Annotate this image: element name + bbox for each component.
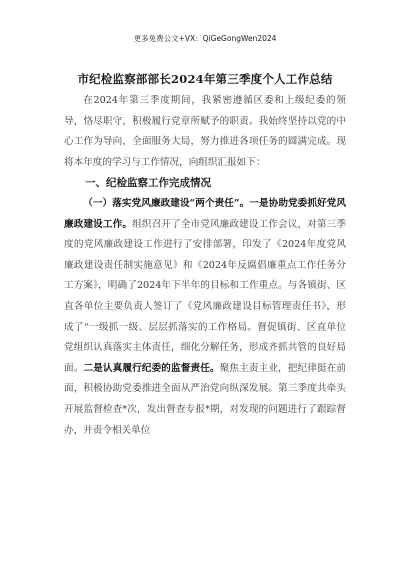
point-two-body: 聚焦主责主业，把纪律挺在前面，积极协助党委推进全面从严治党向纵深发展。第三季度共牵头开展监督检查*次，发出督查专报*期，对发现的问题进行了跟踪督办，并责令相关单位 xyxy=(64,362,347,436)
intro-paragraph: 在2024年第三季度期间，我紧密遵循区委和上级纪委的领导，恪尽职守，积极履行党章所赋予的职责。我始终坚持以党的中心工作为导向，全面服务大局，努力推进各项任务的圆满完成。现将本年度的学习与工作情况，向组织汇报如下： xyxy=(64,95,346,168)
document-title: 市纪检监察部部长2024年第三季度个人工作总结 xyxy=(77,72,333,86)
promo-header: 更多免费公文+VX：QiGeGongWen2024 xyxy=(133,34,277,43)
section-heading: 一、纪检监察工作完成情况 xyxy=(85,177,211,190)
point-two-title: 二是认真履行纪委的监督责任。 xyxy=(83,362,220,374)
document-body xyxy=(64,91,346,441)
point-one-title: 一是协助党委抓好党风廉政建设工作。 xyxy=(64,197,346,230)
subsection-heading: （一）落实党风廉政建设“两个责任”。 xyxy=(83,197,250,209)
section-paragraph xyxy=(64,194,346,441)
point-one-body: 组织召开了全市党风廉政建设工作会议，对第三季度的党风廉政建设工作进行了安排部署，印发了《2024年度党风廉政建设责任制实施意见》和《2024年反腐倡廉重点工作任务分工方案》，明确了2024年下半年的目标和工作重点。与各镇街、区直各单位主要负责人签订了《党风廉政建设目标管理责任书》，形成了“一级抓一级、层层抓落实的工作格局。督促镇街、区直单位党组织认真落实主体责任，细化分解任务，形成齐抓共管的良好局面。 xyxy=(64,218,347,374)
